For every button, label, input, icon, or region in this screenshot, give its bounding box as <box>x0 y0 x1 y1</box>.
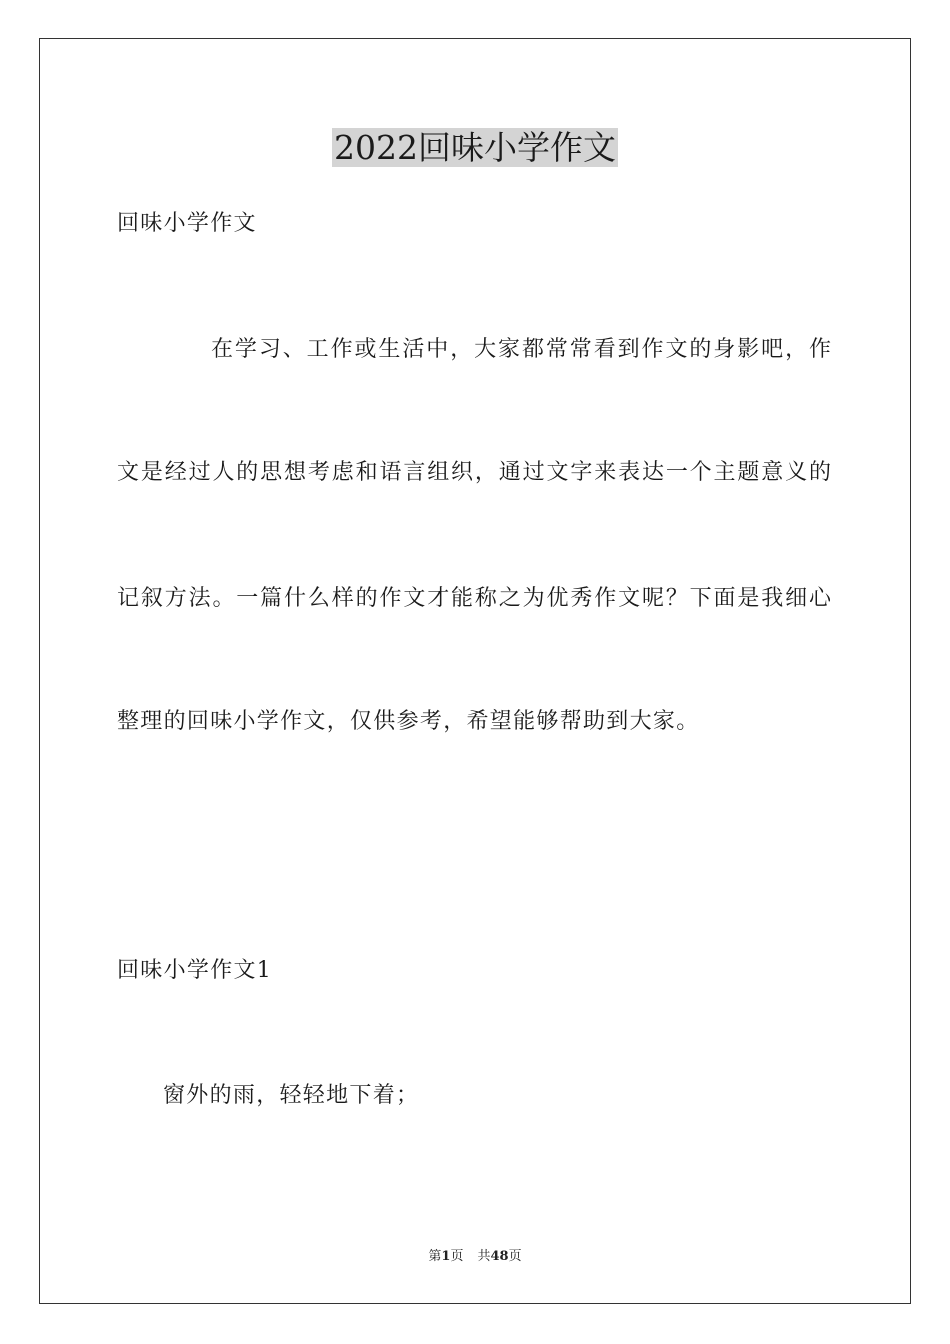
page-footer <box>0 1249 950 1265</box>
footer-total-prefix: 共 <box>477 1249 491 1264</box>
body-paragraph-line: 窗外的雨，轻轻地下着； <box>163 1083 420 1108</box>
section-heading: 回味小学作文1 <box>117 958 273 983</box>
intro-line-3: 记叙方法。一篇什么样的作文才能称之为优秀作文呢？下面是我细心 <box>117 586 831 611</box>
intro-line-1: 在学习、工作或生活中，大家都常常看到作文的身影吧，作 <box>211 337 831 362</box>
document-subtitle: 回味小学作文 <box>117 211 257 236</box>
footer-page-prefix: 第 <box>428 1249 442 1264</box>
footer-page-total: 48 <box>490 1249 509 1264</box>
footer-page-suffix: 页 <box>450 1249 464 1264</box>
intro-line-4: 整理的回味小学作文，仅供参考，希望能够帮助到大家。 <box>117 709 700 734</box>
footer-page-current: 1 <box>441 1249 451 1264</box>
document-title <box>0 128 950 168</box>
document-title-text: 2022回味小学作文 <box>334 128 616 167</box>
footer-total-suffix: 页 <box>508 1249 522 1264</box>
intro-line-2: 文是经过人的思想考虑和语言组织，通过文字来表达一个主题意义的 <box>117 460 831 485</box>
